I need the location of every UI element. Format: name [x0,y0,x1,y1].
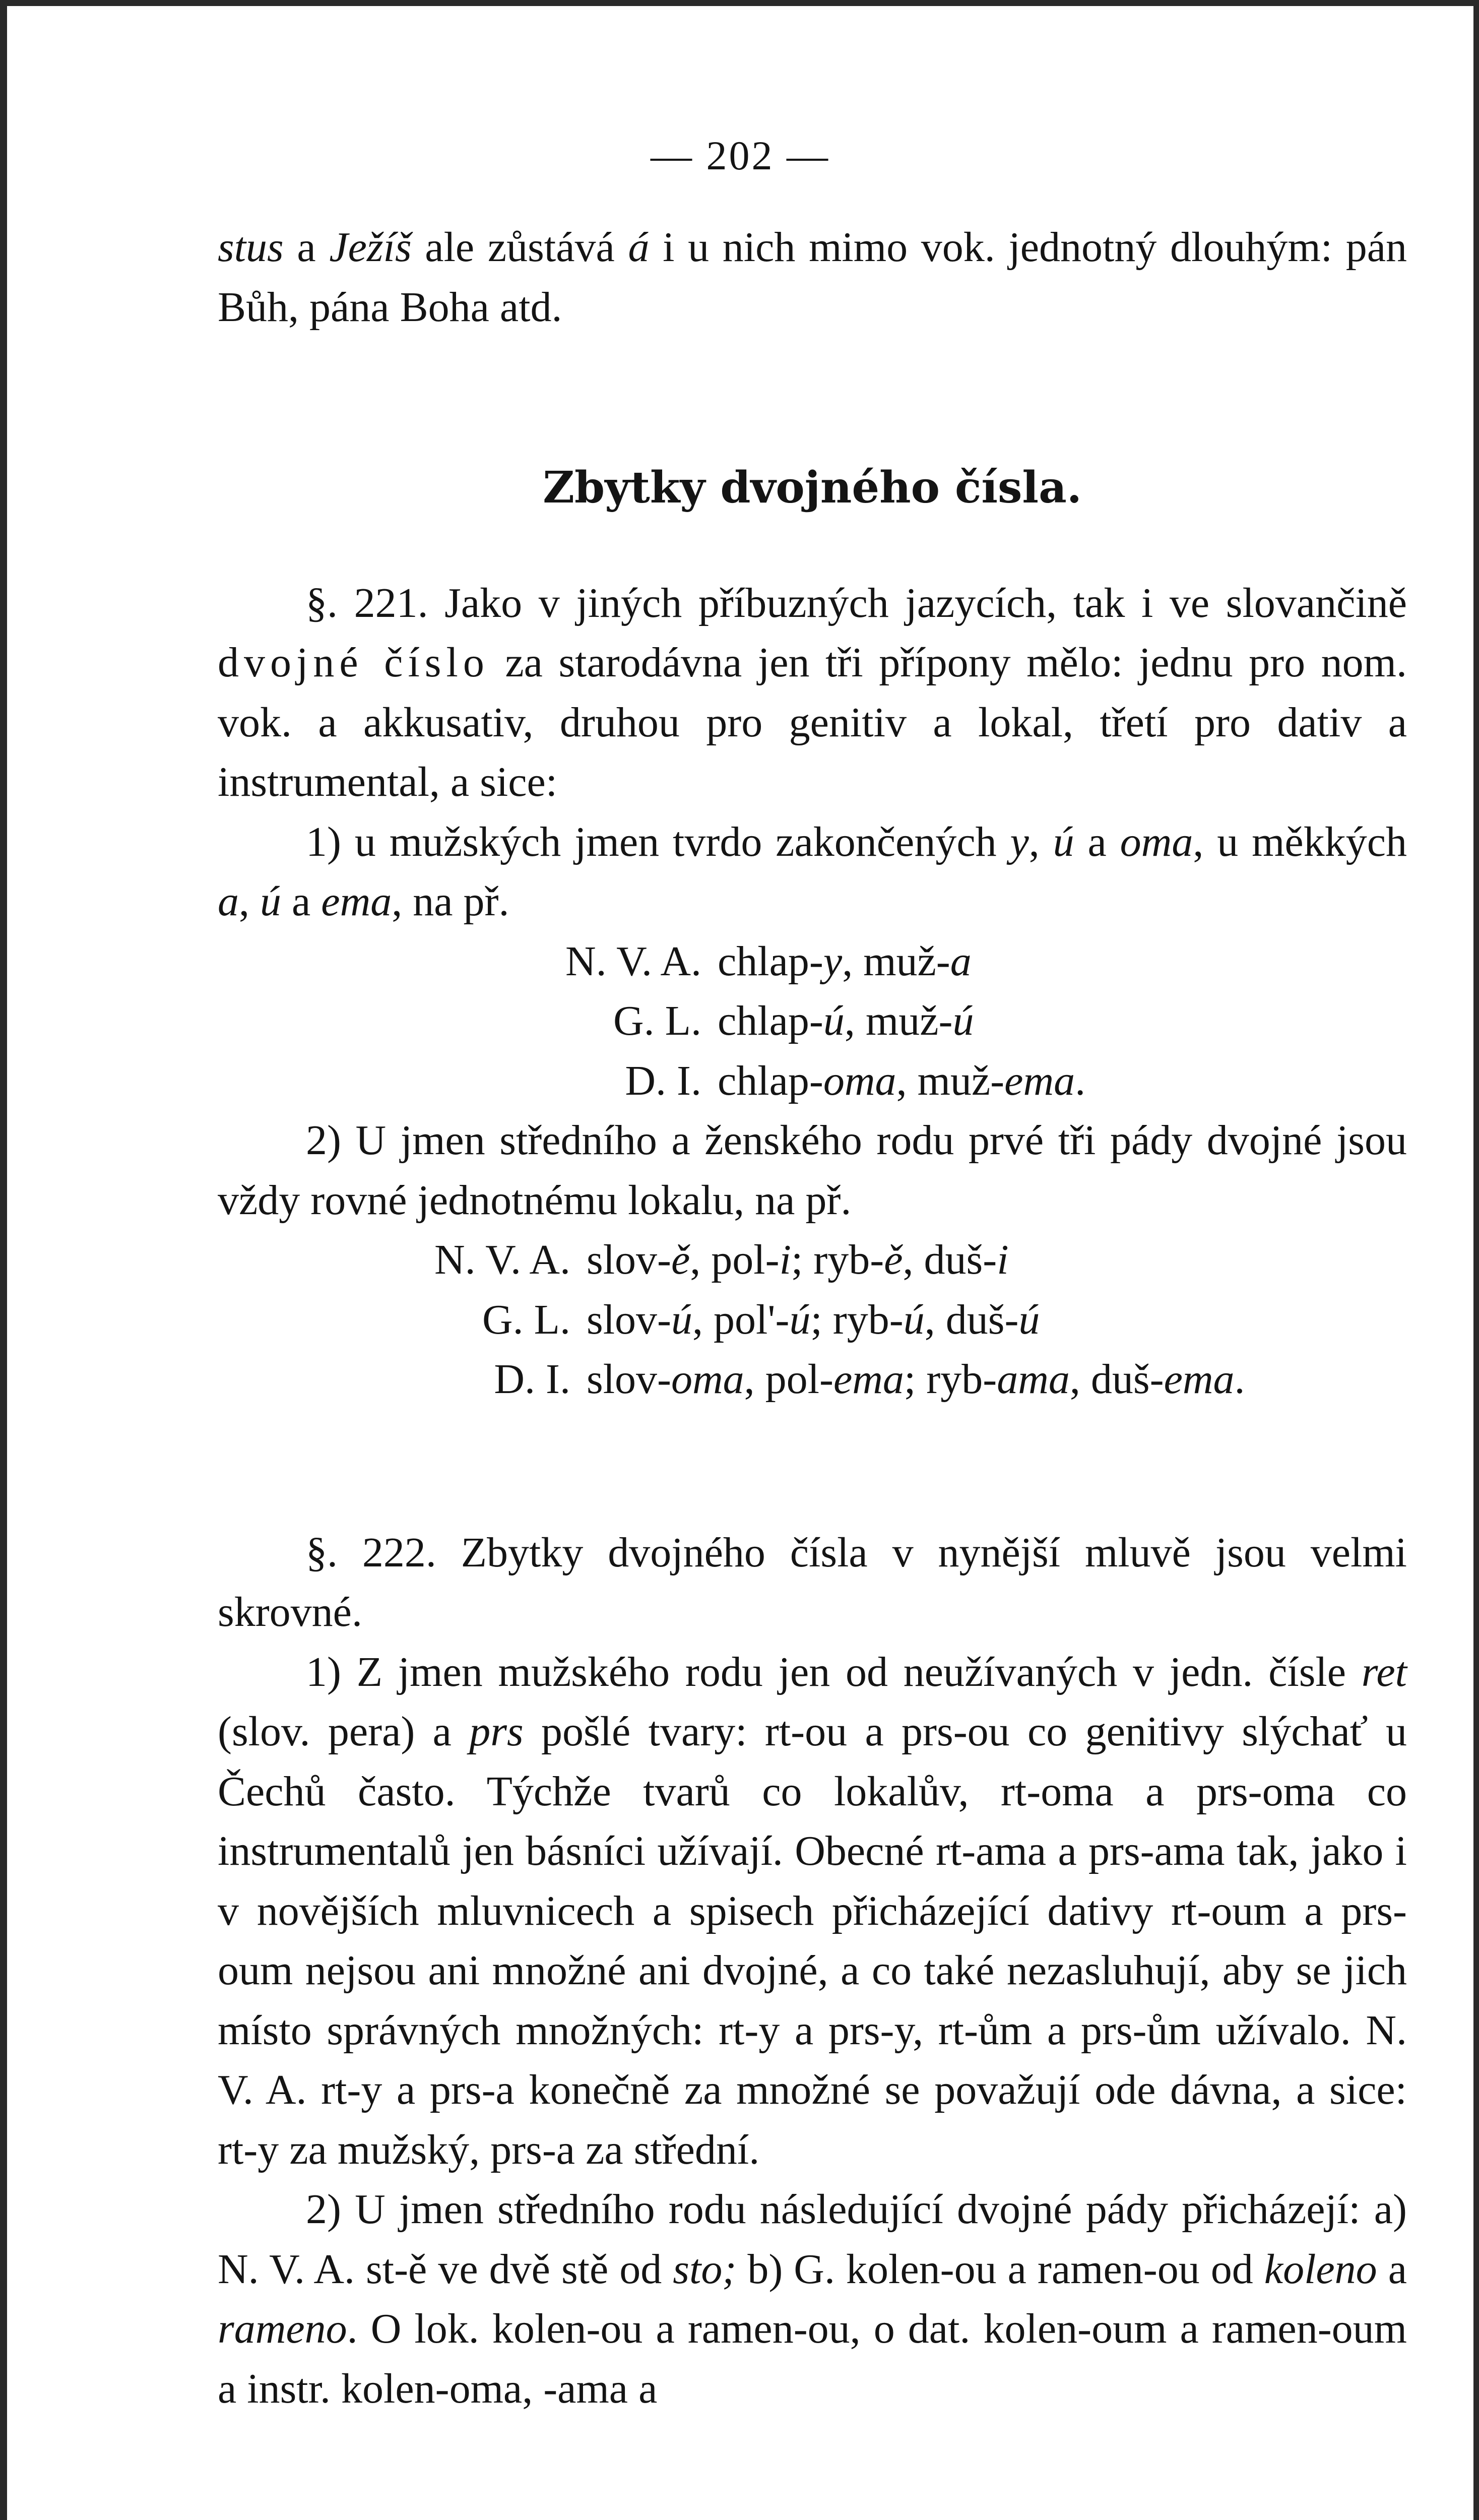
text-run: chlap- [718,997,823,1044]
italic-word: oma [1120,818,1193,865]
text-run: , duš- [1069,1356,1164,1403]
italic-word: oma [823,1057,896,1104]
case-forms [570,1350,1245,1410]
italic-word: Ježíš [329,224,412,271]
text-run: slov- [587,1296,671,1343]
italic-word: ret [1361,1648,1407,1695]
italic-word: koleno [1264,2245,1377,2293]
declension-table-2 [218,1230,1407,1410]
italic-word: i [779,1236,791,1283]
intro-paragraph [218,218,1407,337]
text-run: chlap- [718,1057,823,1104]
case-forms [701,1051,1085,1111]
italic-word: ú [952,997,974,1044]
text-run: a [1074,818,1120,865]
text-run: , na př. [392,878,509,925]
italic-word: ú [789,1296,811,1343]
book-page [7,6,1473,2520]
text-run: , u měkkých [1193,818,1407,865]
s221-paragraph-3 [218,1111,1407,1230]
s222-paragraph-1 [218,1523,1407,1643]
text-run: , duš- [924,1296,1019,1343]
text-run: , [239,878,260,925]
text-run: slov- [587,1356,671,1403]
italic-word: ú [1018,1296,1040,1343]
text-run: 2) U jmen středního rodu následující dvojné pády přicházejí: a) N. V. A. st-ě ve dvě stě od [218,2186,1407,2293]
italic-word: a [950,937,972,985]
case-forms [701,932,972,992]
italic-word: oma [671,1356,744,1403]
case-forms [570,1290,1040,1350]
text-run: . O lok. kolen-ou a ramen-ou, o dat. kolen-oum a ramen-oum a instr. kolen-oma, -ama a [218,2305,1407,2412]
italic-word: ema [1004,1057,1075,1104]
italic-word: ama [997,1356,1070,1403]
text-run: a [281,878,321,925]
text-run: , muž- [896,1057,1005,1104]
italic-word: y [1010,818,1029,865]
case-forms [570,1230,1009,1290]
text-run: 1) Z jmen mužského rodu jen od neužívaných v jedn. čísle [306,1648,1362,1695]
case-label: G. L. [613,997,701,1044]
italic-word: ema [833,1356,904,1403]
text-run: , pol- [744,1356,833,1403]
s221-paragraph-1 [218,574,1407,812]
italic-word: i [997,1236,1009,1283]
declension-table-1 [218,932,1407,1111]
text-run: , [1028,818,1053,865]
text-run: ; ryb- [810,1296,904,1343]
italic-word: ú [1053,818,1074,865]
italic-word: y [823,937,843,985]
declension-row [218,932,1407,992]
declension-row [218,1051,1407,1111]
italic-word: ú [671,1296,692,1343]
declension-row [218,1290,1407,1350]
text-run: (slov. pera) a [218,1708,470,1755]
text-run: a [1377,2245,1407,2293]
text-run: ; ryb- [791,1236,884,1283]
text-run: , muž- [842,937,950,985]
text-run: , duš- [903,1236,997,1283]
italic-word: ú [823,997,845,1044]
italic-word: prs [469,1708,524,1755]
italic-word: ema [321,878,392,925]
declension-row [218,1230,1407,1290]
page-body [218,218,1407,2419]
text-run: . [1234,1356,1245,1403]
text-run: a [283,224,330,271]
s222-paragraph-3 [218,2180,1407,2419]
case-forms [701,991,974,1051]
text-run: . [1075,1057,1086,1104]
italic-word: ú [260,878,281,925]
case-label: N. V. A. [434,1236,570,1283]
section-heading: Zbytky dvojného čísla. [543,462,1082,513]
case-label: D. I. [625,1057,701,1104]
italic-word: ě [671,1236,690,1283]
s221-paragraph-2 [218,812,1407,932]
italic-word: stus [218,224,284,271]
text-run: §. 222. Zbytky dvojného čísla v nynější mluvě jsou velmi skrovné. [218,1529,1407,1635]
text-run: i u nich mimo vok. jednotný dlouhým: pán Bůh, pána Boha atd. [218,224,1407,331]
text-run: , pol'- [692,1296,790,1343]
text-run: slov- [587,1236,671,1283]
text-run: ale zůstává [411,224,628,271]
spaced-term: dvojné číslo [218,639,489,686]
italic-word: rameno [218,2305,347,2352]
page-number: — 202 — [651,133,830,178]
text-run: 1) u mužských jmen tvrdo zakončených [306,818,1010,865]
italic-word: á [628,224,650,271]
text-run: §. 221. Jako v jiných příbuzných jazycích, tak i ve slovančině [306,579,1407,626]
declension-row [218,1350,1407,1410]
italic-word: a [218,878,239,925]
case-label: N. V. A. [565,937,701,985]
declension-row [218,991,1407,1051]
italic-word: sto; [673,2245,737,2293]
text-run: b) G. kolen-ou a ramen-ou od [736,2245,1264,2293]
italic-word: ema [1164,1356,1235,1403]
text-run: pošlé tvary: rt-ou a prs-ou co genitivy slýchať u Čechů často. Týchže tvarů co lokalův, rt-oma a prs-oma co instrumentalů jen básníci užívají. Obecné rt-ama a prs-ama tak, jako i v novějších mluvnicech a spisech přicházející dativy rt-oum a prs-oum nejsou ani množné ani dvojné, a co také nezasluhují, aby se jich místo správných množných: rt-y a prs-y, rt-ům a prs-ům užívalo. N. V. A. rt-y a prs-a konečně za množné se považují ode dávna, a sice: rt-y za mužský, prs-a za střední. [218,1708,1407,2173]
italic-word: ú [903,1296,925,1343]
text-run: , muž- [844,997,953,1044]
text-run: 2) U jmen středního a ženského rodu prvé tři pády dvojné jsou vždy rovné jednotnému lokalu, na př. [218,1117,1407,1224]
case-label: D. I. [494,1356,570,1403]
text-run: ; ryb- [904,1356,997,1403]
italic-word: ě [884,1236,903,1283]
text-run: za starodávna jen tři přípony mělo: jednu pro nom. vok. a akkusativ, druhou pro genitiv a lokal, třetí pro dativ a instrumental, a sice: [218,639,1407,805]
text-run: , pol- [690,1236,780,1283]
s222-paragraph-2 [218,1643,1407,2180]
text-run: chlap- [718,937,823,985]
case-label: G. L. [482,1296,570,1343]
